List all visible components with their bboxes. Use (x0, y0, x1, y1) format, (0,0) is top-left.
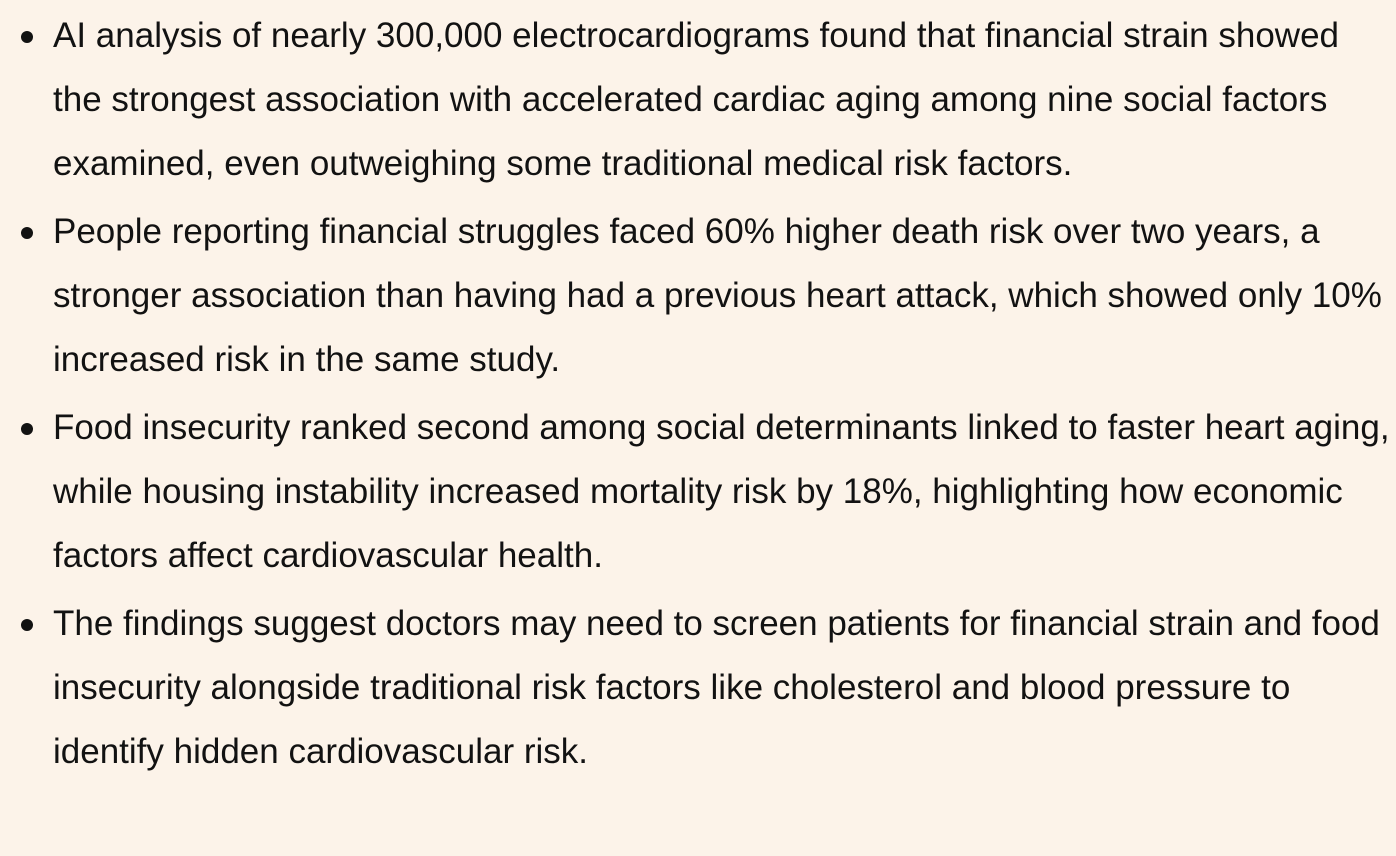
bullet-dot-icon (21, 31, 33, 43)
bullet-item-3 (0, 396, 1396, 588)
bullet-item-1 (0, 4, 1396, 196)
bullet-dot-icon (21, 619, 33, 631)
bullet-text: People reporting financial struggles faced 60% higher death risk over two years, a stronger association than having had a previous heart attack, which showed only 10% increased risk in the same study. (53, 212, 1382, 379)
bullet-text: AI analysis of nearly 300,000 electrocardiograms found that financial strain showed the strongest association with accelerated cardiac aging among nine social factors examined, even outweighing some traditional medical risk factors. (53, 16, 1340, 183)
bullet-dot-icon (21, 423, 33, 435)
bullet-item-2 (0, 200, 1396, 392)
bullet-text: Food insecurity ranked second among social determinants linked to faster heart aging, while housing instability increased mortality risk by 18%, highlighting how economic factors affect cardiovascular health. (53, 408, 1390, 575)
bullet-text: The findings suggest doctors may need to screen patients for financial strain and food insecurity alongside traditional risk factors like cholesterol and blood pressure to identify hidden cardiovascular risk. (53, 604, 1380, 771)
bullet-dot-icon (21, 227, 33, 239)
bullet-item-4 (0, 592, 1396, 784)
bullet-list (0, 4, 1396, 784)
